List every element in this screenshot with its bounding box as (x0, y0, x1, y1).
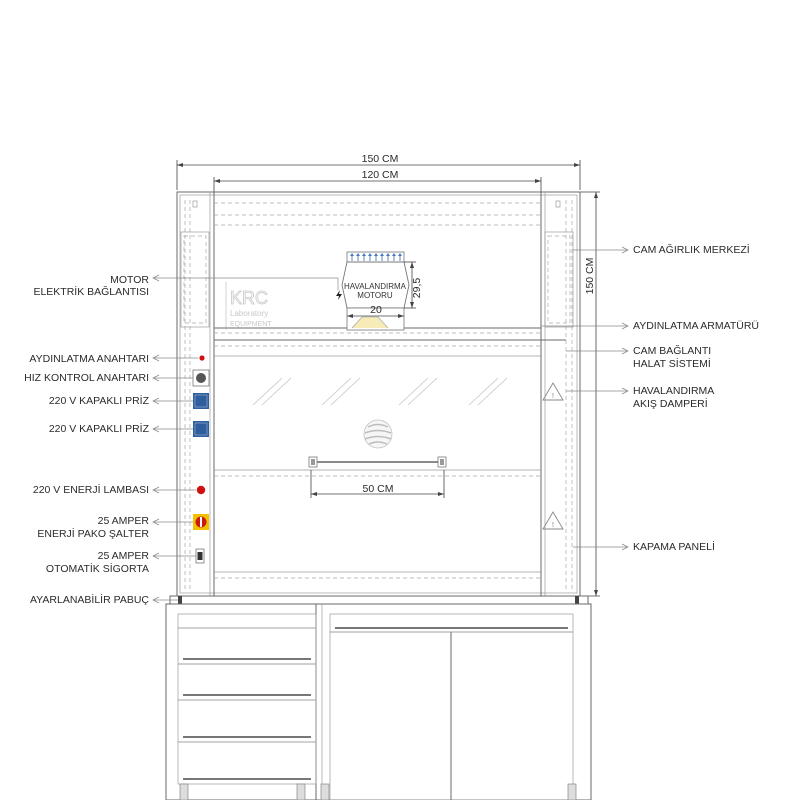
main-switch-icon (193, 514, 209, 530)
callout-light-fixture (541, 320, 759, 332)
circuit-breaker-icon (196, 549, 204, 563)
label-circuit-breaker-line1: 25 AMPER (97, 550, 149, 562)
logo-line1: KRC (230, 288, 269, 308)
svg-text:!: ! (552, 522, 554, 529)
inner-width-label: 120 CM (361, 169, 399, 181)
callout-glass-rope-system (566, 344, 711, 370)
speed-control-knob-icon (193, 370, 209, 386)
label-light-fixture: AYDINLATMA ARMATÜRÜ (633, 320, 760, 332)
label-power-lamp: 220 V ENERJİ LAMBASI (32, 484, 149, 496)
callout-power-lamp (33, 483, 196, 496)
label-socket-1: 220 V KAPAKLI PRİZ (48, 395, 149, 407)
label-airflow-damper-line1: HAVALANDIRMA (633, 385, 715, 397)
motor-width-label: 20 (370, 304, 382, 316)
callout-socket-1 (49, 394, 193, 407)
callout-glass-counterweight (573, 243, 750, 256)
label-glass-rope-system-line2: HALAT SİSTEMİ (633, 358, 711, 370)
socket-icon-1 (193, 393, 209, 409)
svg-text:!: ! (552, 393, 554, 400)
warning-sign-icon-upper (543, 383, 563, 400)
motor-label-line2: MOTORU (357, 291, 393, 300)
callout-closing-panel (573, 540, 715, 553)
socket-icon-2 (193, 421, 209, 437)
label-speed-control: HIZ KONTROL ANAHTARI (24, 372, 149, 384)
motor-label-line1: HAVALANDIRMA (344, 282, 406, 291)
label-lighting-switch: AYDINLATMA ANAHTARI (29, 353, 149, 365)
label-airflow-damper-line2: AKIŞ DAMPERİ (633, 398, 708, 410)
label-motor-connection-line1: MOTOR (110, 274, 149, 286)
logo-line3: EQUIPMENT (230, 321, 272, 328)
callout-adjustable-foot (30, 593, 178, 606)
label-circuit-breaker-line2: OTOMATİK SİGORTA (45, 563, 149, 575)
callout-socket-2 (49, 422, 193, 435)
label-main-switch-line2: ENERJİ PAKO ŞALTER (37, 528, 149, 540)
label-motor-connection-line2: ELEKTRİK BAĞLANTISI (33, 286, 149, 298)
fan-motor (336, 252, 409, 330)
power-lamp-icon (197, 486, 205, 494)
base-cabinet (166, 604, 591, 800)
warning-sign-icon-lower (543, 512, 563, 529)
callout-main-switch (37, 515, 193, 540)
sash-handle (309, 457, 446, 467)
logo-line2: Laboratory (230, 309, 269, 318)
motor-height-label: 29,5 (411, 277, 423, 299)
label-glass-rope-system-line1: CAM BAĞLANTI (633, 345, 712, 357)
glass-reflections (253, 378, 507, 405)
overall-width-label: 150 CM (361, 153, 399, 165)
callout-lighting-switch (29, 353, 198, 365)
label-glass-counterweight: CAM AĞIRLIK MERKEZİ (633, 244, 750, 256)
glass-sash (253, 378, 507, 498)
label-adjustable-foot: AYARLANABİLİR PABUÇ (29, 594, 149, 606)
label-closing-panel: KAPAMA PANELİ (633, 541, 715, 553)
callout-airflow-damper (566, 385, 714, 410)
sash-globe-logo (364, 420, 392, 448)
label-main-switch-line1: 25 AMPER (97, 515, 149, 527)
callout-circuit-breaker (46, 550, 196, 575)
inner-width-dimension (214, 169, 541, 195)
right-callouts (541, 243, 759, 553)
label-socket-2: 220 V KAPAKLI PRİZ (48, 423, 149, 435)
handle-width-dimension (311, 470, 444, 498)
control-panel (193, 355, 209, 563)
callout-speed-control (24, 372, 193, 384)
height-label: 150 CM (584, 257, 596, 295)
lighting-switch-icon (199, 355, 204, 360)
krc-logo (226, 282, 272, 330)
lightning-icon (336, 290, 342, 300)
handle-width-label: 50 CM (362, 483, 394, 495)
callout-motor-connection (33, 274, 338, 298)
height-dimension (580, 192, 600, 596)
